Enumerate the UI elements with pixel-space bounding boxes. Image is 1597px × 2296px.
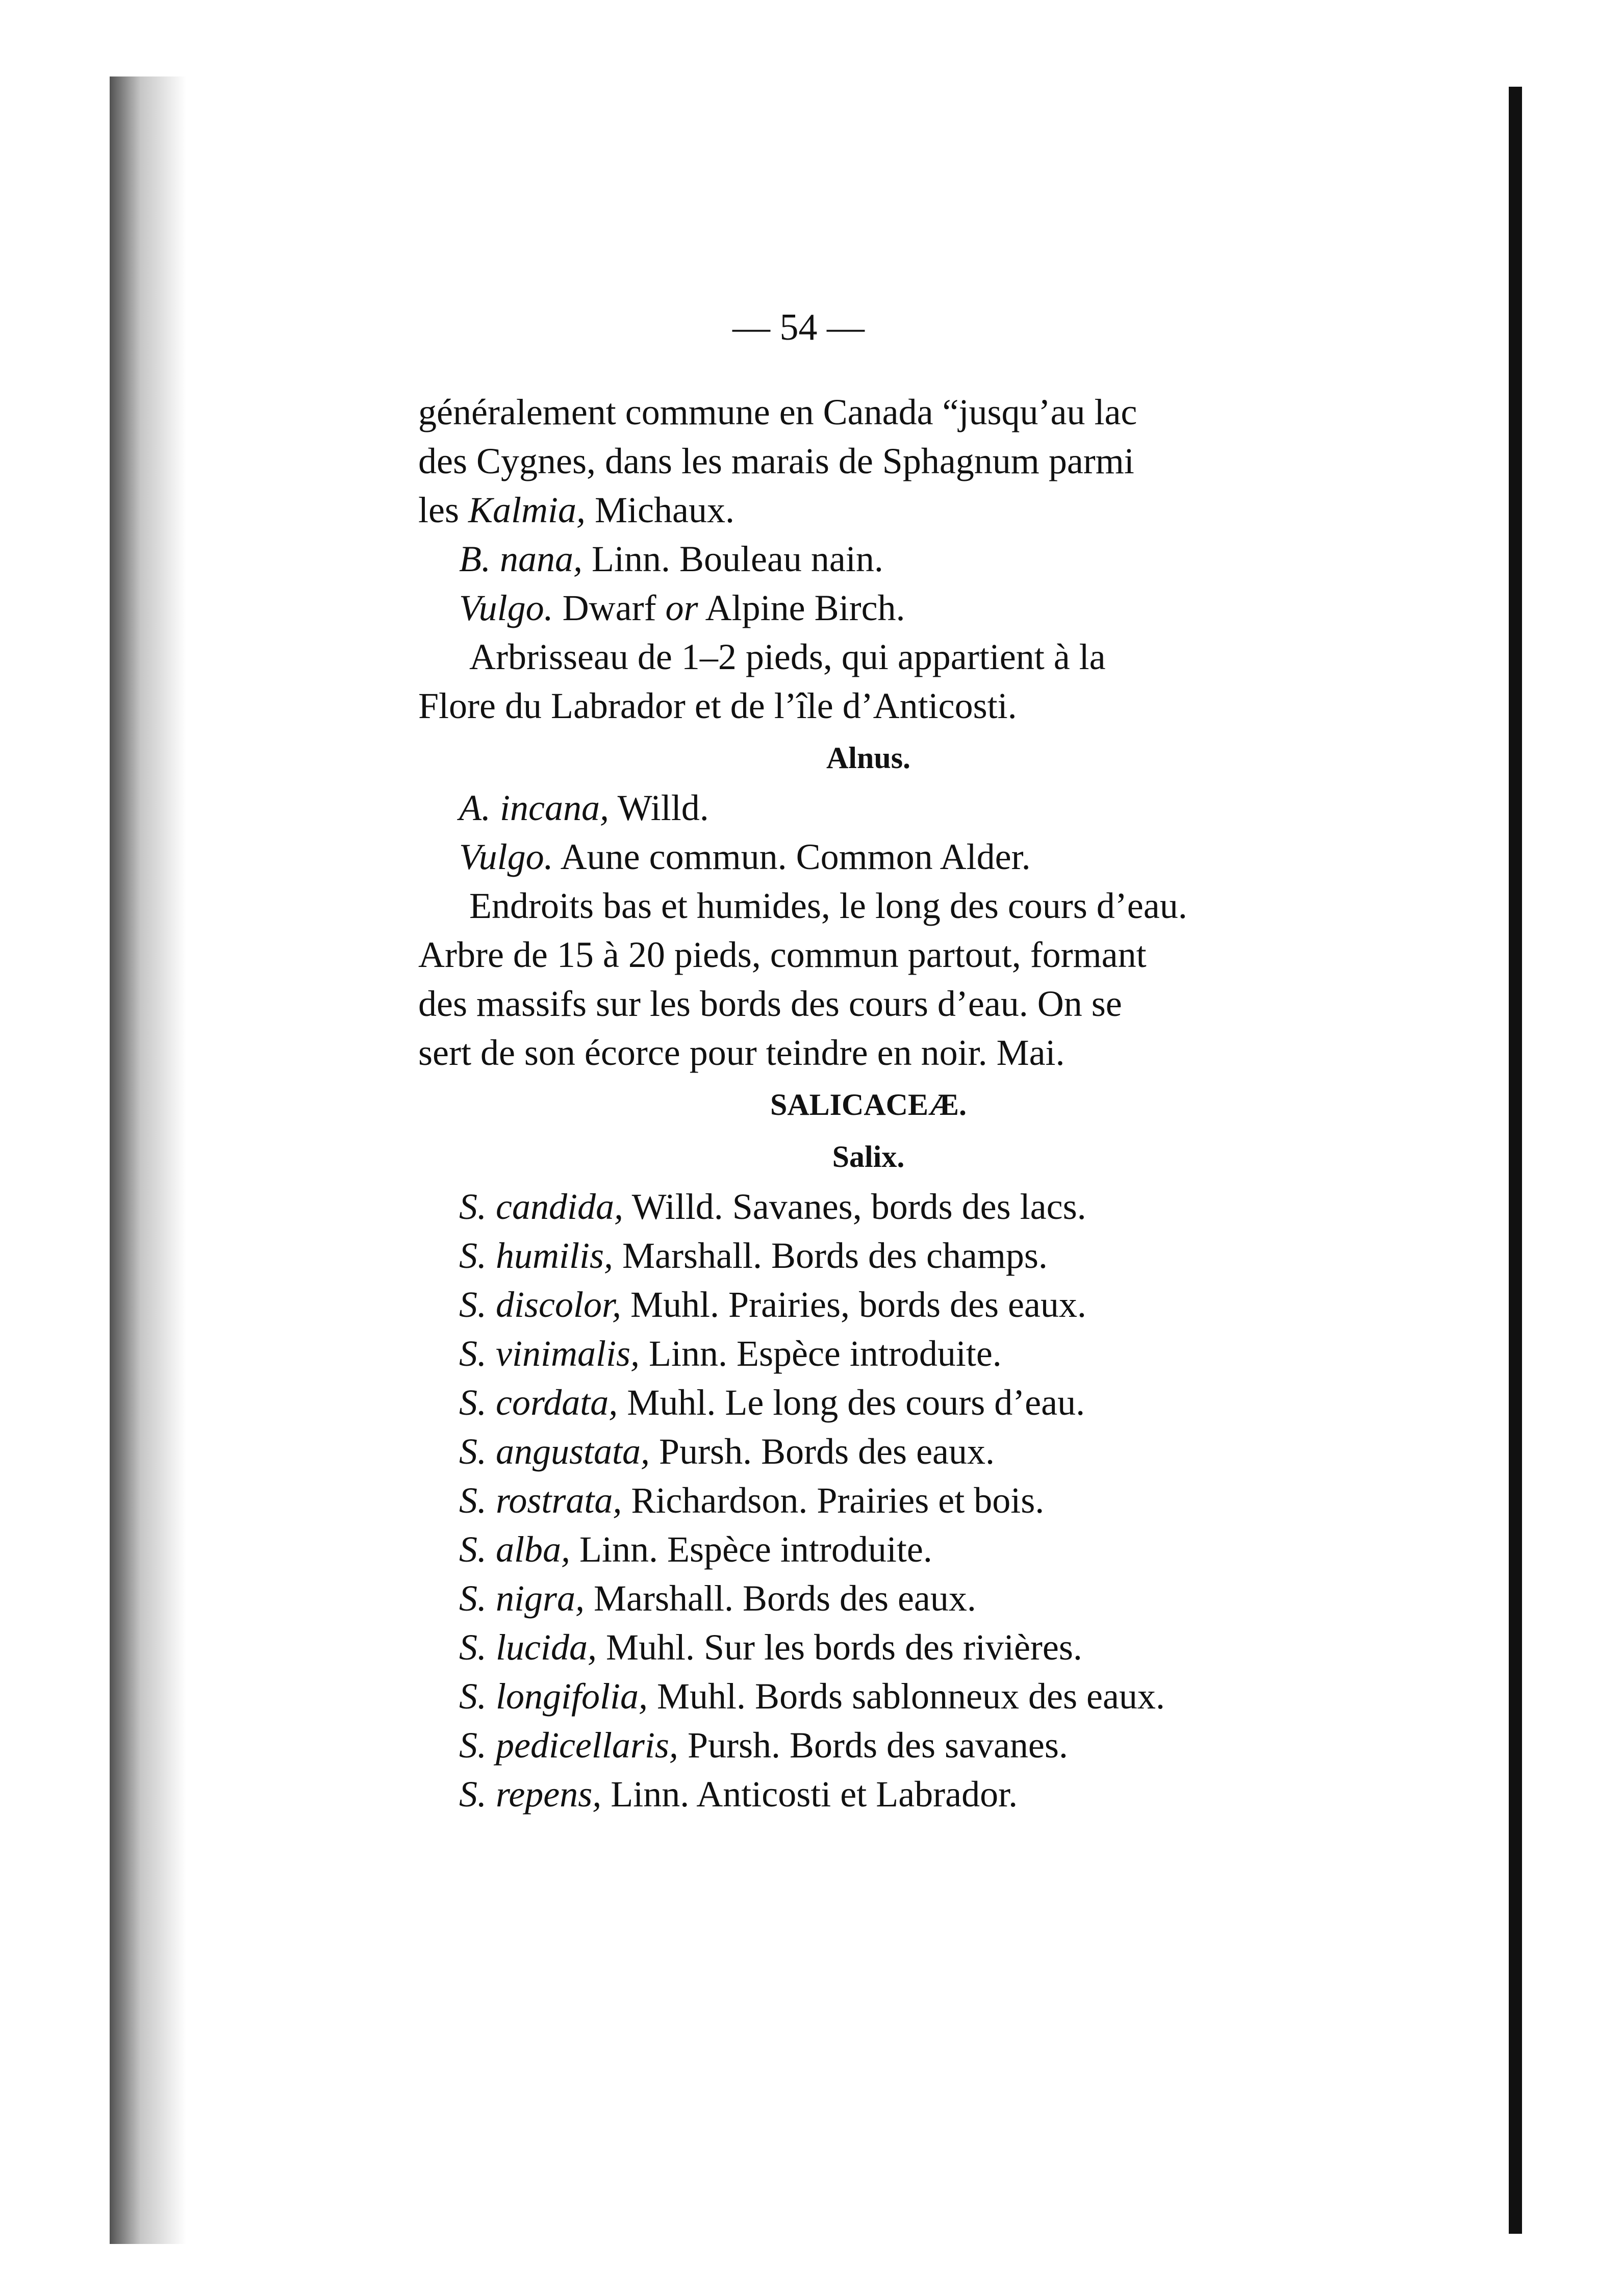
list-item: S. lucida, Muhl. Sur les bords des rivières. xyxy=(459,1627,1082,1668)
list-item: S. vinimalis, Linn. Espèce introduite. xyxy=(459,1333,1002,1374)
family-heading-salicaceae: SALICACEÆ. xyxy=(770,1088,967,1121)
alnus-incana-description: Endroits bas et humides, le long des cours d’eau. Arbre de 15 à 20 pieds, commun partout, formant des massifs sur les bords des cours d’eau. On se sert de son écorce pour teindre en noir. Mai. xyxy=(418,885,1187,1073)
list-item: S. rostrata, Richardson. Prairies et bois. xyxy=(459,1480,1045,1521)
text-line: généralement commune en Canada “jusqu’au lac xyxy=(418,392,1137,432)
list-item: S. nigra, Marshall. Bords des eaux. xyxy=(459,1578,976,1619)
alnus-incana-entry: A. incana, Willd. xyxy=(459,787,709,828)
intro-paragraph xyxy=(418,388,1319,534)
list-item: S. cordata, Muhl. Le long des cours d’eau. xyxy=(459,1382,1085,1423)
betula-nana-description: Arbrisseau de 1–2 pieds, qui appartient à la Flore du Labrador et de l’île d’Anticosti. xyxy=(418,636,1106,726)
taxon-name: B. nana, xyxy=(459,539,582,579)
betula-nana-vulgo: Vulgo. Dwarf or Alpine Birch. xyxy=(459,588,905,628)
page-body xyxy=(418,388,1319,1819)
text-line: des Cygnes, dans les marais de Sphagnum parmi xyxy=(418,441,1134,481)
list-item: S. candida, Willd. Savanes, bords des lacs. xyxy=(459,1186,1086,1227)
list-item: S. discolor, Muhl. Prairies, bords des eaux. xyxy=(459,1284,1086,1325)
list-item: S. angustata, Pursh. Bords des eaux. xyxy=(459,1431,995,1472)
alnus-incana-vulgo: Vulgo. Aune commun. Common Alder. xyxy=(459,836,1031,877)
page-number: — 54 — xyxy=(732,307,865,348)
list-item: S. longifolia, Muhl. Bords sablonneux des eaux. xyxy=(459,1676,1165,1717)
list-item: S. alba, Linn. Espèce introduite. xyxy=(459,1529,932,1570)
genus-heading-salix: Salix. xyxy=(832,1140,905,1173)
salix-species-list xyxy=(418,1182,1319,1819)
text-line: les Kalmia, Michaux. xyxy=(418,490,734,530)
taxon-name: Kalmia, xyxy=(468,490,586,530)
list-item: S. repens, Linn. Anticosti et Labrador. xyxy=(459,1774,1018,1815)
list-item: S. humilis, Marshall. Bords des champs. xyxy=(459,1235,1048,1276)
scan-binding-edge xyxy=(110,76,186,2244)
list-item: S. pedicellaris, Pursh. Bords des savanes. xyxy=(459,1725,1068,1766)
scan-right-edge-bar xyxy=(1509,87,1522,2234)
genus-heading-alnus: Alnus. xyxy=(826,741,911,775)
betula-nana-entry: B. nana, Linn. Bouleau nain. xyxy=(459,539,883,579)
taxon-name: A. incana, xyxy=(459,787,609,828)
